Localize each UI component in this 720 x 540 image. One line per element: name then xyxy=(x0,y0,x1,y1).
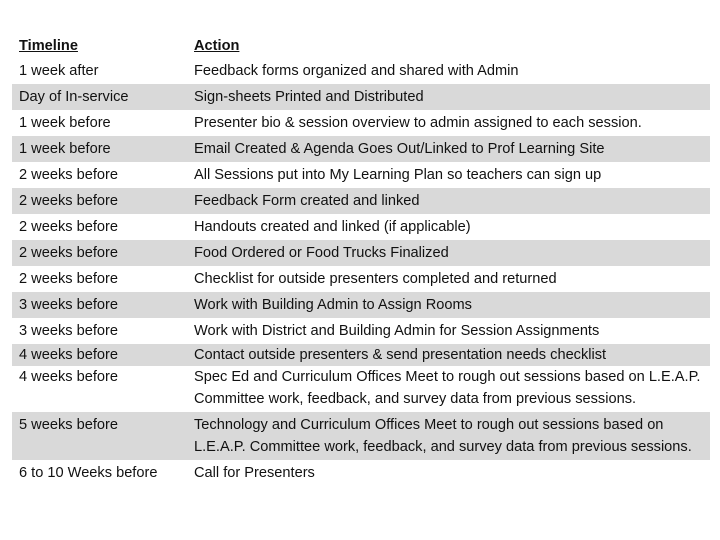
action-cell: Spec Ed and Curriculum Offices Meet to rough out sessions based on L.E.A.P. Committee work, feedback, and survey data from previous sessions. xyxy=(194,369,701,407)
table-row xyxy=(12,188,710,214)
timeline-cell: 4 weeks before xyxy=(19,369,118,385)
table-row xyxy=(12,266,710,292)
header-timeline: Timeline xyxy=(19,38,78,54)
table-body xyxy=(12,58,710,486)
timeline-cell: Day of In-service xyxy=(19,89,129,105)
timeline-cell: 4 weeks before xyxy=(19,347,118,363)
action-cell: Food Ordered or Food Trucks Finalized xyxy=(194,245,449,261)
table-row xyxy=(12,412,710,460)
action-cell: Feedback Form created and linked xyxy=(194,193,420,209)
table-row xyxy=(12,344,710,366)
timeline-cell: 3 weeks before xyxy=(19,297,118,313)
action-cell: Checklist for outside presenters completed and returned xyxy=(194,271,557,287)
action-cell: All Sessions put into My Learning Plan so teachers can sign up xyxy=(194,167,602,183)
action-cell: Contact outside presenters & send presentation needs checklist xyxy=(194,347,607,363)
timeline-cell: 2 weeks before xyxy=(19,271,118,287)
table-row xyxy=(12,214,710,240)
action-cell: Sign-sheets Printed and Distributed xyxy=(194,89,424,105)
timeline-cell: 2 weeks before xyxy=(19,193,118,209)
timeline-cell: 1 week after xyxy=(19,63,99,79)
timeline-cell: 6 to 10 Weeks before xyxy=(19,465,158,481)
action-cell: Handouts created and linked (if applicable) xyxy=(194,219,471,235)
action-cell: Email Created & Agenda Goes Out/Linked to Prof Learning Site xyxy=(194,141,605,157)
timeline-cell: 2 weeks before xyxy=(19,245,118,261)
action-cell: Work with Building Admin to Assign Rooms xyxy=(194,297,472,313)
timeline-cell: 2 weeks before xyxy=(19,219,118,235)
table-row xyxy=(12,136,710,162)
table-row xyxy=(12,366,710,412)
table-row xyxy=(12,58,710,84)
table-header xyxy=(12,34,710,58)
table-row xyxy=(12,460,710,486)
timeline-cell: 2 weeks before xyxy=(19,167,118,183)
table-row xyxy=(12,292,710,318)
action-cell: Presenter bio & session overview to admin assigned to each session. xyxy=(194,115,642,131)
table-row xyxy=(12,240,710,266)
action-cell: Technology and Curriculum Offices Meet to rough out sessions based on L.E.A.P. Committee work, feedback, and survey data from previous sessions. xyxy=(194,417,692,455)
header-action: Action xyxy=(194,38,240,54)
action-cell: Call for Presenters xyxy=(194,465,315,481)
timeline-cell: 3 weeks before xyxy=(19,323,118,339)
table-row xyxy=(12,110,710,136)
table-row xyxy=(12,84,710,110)
table-row xyxy=(12,318,710,344)
timeline-table xyxy=(12,34,710,486)
timeline-cell: 1 week before xyxy=(19,141,111,157)
action-cell: Work with District and Building Admin for Session Assignments xyxy=(194,323,600,339)
timeline-cell: 5 weeks before xyxy=(19,417,118,433)
timeline-cell: 1 week before xyxy=(19,115,111,131)
action-cell: Feedback forms organized and shared with Admin xyxy=(194,63,519,79)
table-row xyxy=(12,162,710,188)
